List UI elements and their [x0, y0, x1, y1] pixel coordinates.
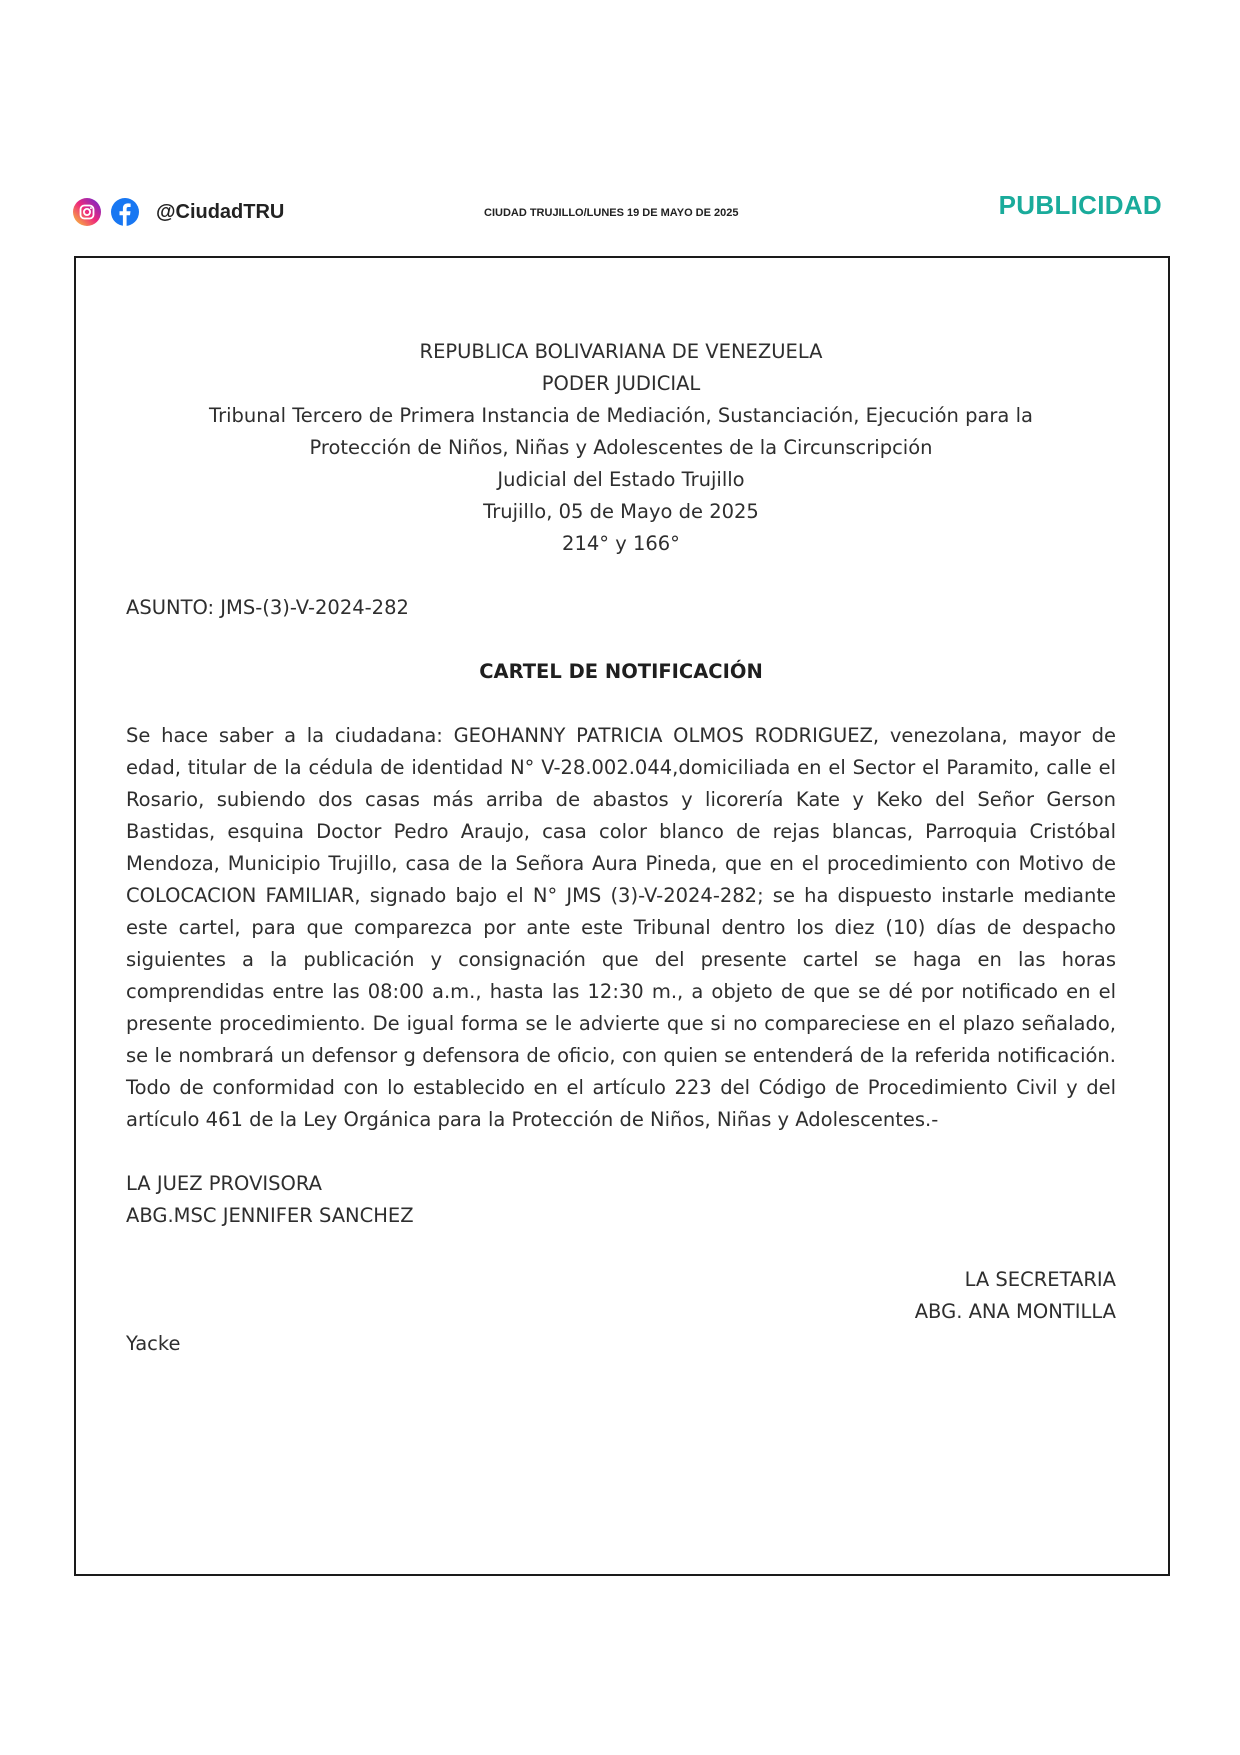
- judge-signature: [126, 1168, 1116, 1232]
- notice-content: [126, 336, 1116, 1360]
- heading-line: REPUBLICA BOLIVARIANA DE VENEZUELA: [419, 340, 823, 363]
- heading-line: Protección de Niños, Niñas y Adolescentes de la Circunscripción: [309, 436, 933, 459]
- notice-title: CARTEL DE NOTIFICACIÓN: [479, 660, 763, 683]
- instagram-icon[interactable]: [72, 197, 102, 227]
- judge-name: ABG.MSC JENNIFER SANCHEZ: [126, 1204, 414, 1227]
- judge-role: LA JUEZ PROVISORA: [126, 1172, 322, 1195]
- heading-line: Trujillo, 05 de Mayo de 2025: [483, 500, 759, 523]
- heading-line: Tribunal Tercero de Primera Instancia de Mediación, Sustanciación, Ejecución para la: [209, 404, 1033, 427]
- secretary-name: ABG. ANA MONTILLA: [914, 1300, 1116, 1323]
- heading-line: Judicial del Estado Trujillo: [497, 468, 745, 491]
- secretary-signature: [126, 1264, 1116, 1328]
- newspaper-dateline: CIUDAD TRUJILLO/LUNES 19 DE MAYO DE 2025: [484, 207, 739, 219]
- secretary-role: LA SECRETARIA: [964, 1268, 1116, 1291]
- notice-body: Se hace saber a la ciudadana: GEOHANNY PATRICIA OLMOS RODRIGUEZ, venezolana, mayor de edad, titular de la cédula de identidad N° V-28.002.044,domiciliada en el Sector el Paramito, calle el Rosario, subiendo dos casas más arriba de abastos y licorería Kate y Keko del Señor Gerson Bastidas, esquina Doctor Pedro Araujo, casa color blanco de rejas blancas, Parroquia Cristóbal Mendoza, Municipio Trujillo, casa de la Señora Aura Pineda, que en el procedimiento con Motivo de COLOCACION FAMILIAR, signado bajo el N° JMS (3)-V-2024-282; se ha dispuesto instarle mediante este cartel, para que comparezca por ante este Tribunal dentro los diez (10) días de despacho siguientes a la publicación y consignación que del presente cartel se haga en las horas comprendidas entre las 08:00 a.m., hasta las 12:30 m., a objeto de que se dé por notificado en el presente procedimiento. De igual forma se le advierte que si no compareciese en el plazo señalado, se le nombrará un defensor g defensora de oficio, con quien se entenderá de la referida notificación. Todo de conformidad con lo establecido en el artículo 223 del Código de Procedimiento Civil y del artículo 461 de la Ley Orgánica para la Protección de Niños, Niñas y Adolescentes.-: [126, 724, 1116, 1131]
- newspaper-header: [0, 0, 1240, 250]
- facebook-icon[interactable]: [110, 197, 140, 227]
- case-reference: ASUNTO: JMS-(3)-V-2024-282: [126, 596, 409, 619]
- social-links: [72, 197, 284, 227]
- section-label: PUBLICIDAD: [998, 190, 1162, 220]
- social-handle[interactable]: @CiudadTRU: [156, 200, 285, 223]
- heading-line: 214° y 166°: [562, 532, 680, 555]
- legal-notice-box: [74, 256, 1170, 1576]
- notice-heading: [126, 336, 1116, 560]
- heading-line: PODER JUDICIAL: [541, 372, 701, 395]
- typist-initials: Yacke: [126, 1332, 181, 1355]
